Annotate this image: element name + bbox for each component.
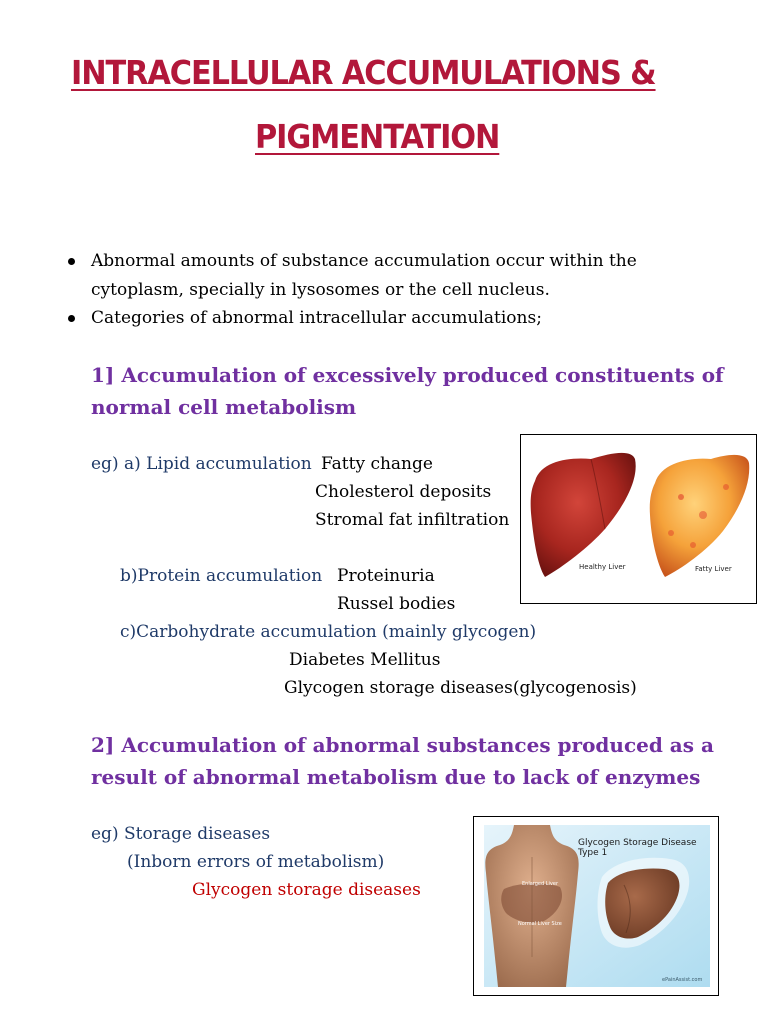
section1-heading-line2: normal cell metabolism <box>91 395 357 419</box>
carbohydrate-label: c)Carbohydrate accumulation (mainly glycogen) <box>120 622 537 642</box>
page-title-line1: INTRACELLULAR ACCUMULATIONS & <box>71 53 656 92</box>
lipid-item: Stromal fat infiltration <box>315 510 510 530</box>
bullet-dot <box>68 258 75 265</box>
section2-heading-line1: 2] Accumulation of abnormal substances produced as a <box>91 733 714 757</box>
section2-heading-line2: result of abnormal metabolism due to lack of enzymes <box>91 765 701 789</box>
bullet-1-line2: cytoplasm, specially in lysosomes or the cell nucleus. <box>91 280 550 300</box>
liver-illustration <box>521 435 756 603</box>
carbohydrate-item: Glycogen storage diseases(glycogenosis) <box>284 678 637 698</box>
enlarged-liver-label: Enlarged Liver <box>522 881 559 887</box>
bullet-dot <box>68 315 75 322</box>
protein-label: b)Protein accumulation <box>120 566 323 586</box>
glycogen-image-title: Glycogen Storage Disease Type 1 <box>578 838 697 858</box>
normal-liver-label: Normal Liver Size <box>518 921 562 927</box>
image-watermark: ePainAssist.com <box>662 977 703 983</box>
storage-diseases-label: eg) Storage diseases <box>91 824 271 844</box>
glycogen-storage-image <box>473 816 719 996</box>
lipid-item: Fatty change <box>321 454 433 474</box>
glycogen-storage-highlight: Glycogen storage diseases <box>192 880 421 900</box>
fatty-liver-caption: Fatty Liver <box>695 565 732 573</box>
lipid-item: Cholesterol deposits <box>315 482 492 502</box>
lipid-label: eg) a) Lipid accumulation <box>91 454 312 474</box>
section1-heading-line1: 1] Accumulation of excessively produced constituents of <box>91 363 724 387</box>
carbohydrate-item: Diabetes Mellitus <box>289 650 441 670</box>
protein-item: Russel bodies <box>337 594 456 614</box>
page-title-line2: PIGMENTATION <box>255 117 500 156</box>
protein-item: Proteinuria <box>337 566 435 586</box>
bullet-1-line1: Abnormal amounts of substance accumulation occur within the <box>91 251 637 271</box>
inborn-errors-label: (Inborn errors of metabolism) <box>127 852 385 872</box>
liver-comparison-image <box>520 434 757 604</box>
healthy-liver-caption: Healthy Liver <box>579 563 626 571</box>
bullet-2: Categories of abnormal intracellular accumulations; <box>91 308 542 328</box>
